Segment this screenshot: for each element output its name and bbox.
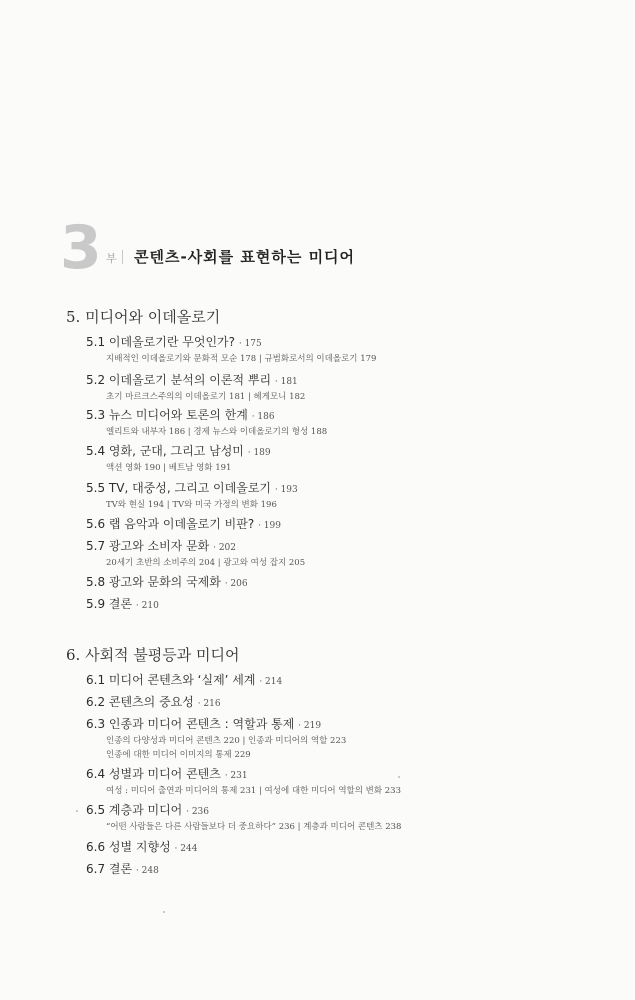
toc-entry — [86, 861, 606, 879]
toc-entry — [86, 480, 606, 512]
chapter-title: 6. 사회적 불평등과 미디어 — [66, 646, 240, 664]
toc-entry — [86, 574, 606, 592]
chapter-title: 5. 미디어와 이데올로기 — [66, 308, 221, 326]
page-number: · 231 — [224, 771, 248, 781]
section-title[interactable]: 5.9 결론 · 210 — [86, 597, 159, 611]
subsection-line: 초기 마르크스주의의 이데올로기 181 | 헤게모니 182 — [106, 392, 306, 402]
page-number: · 214 — [259, 677, 283, 687]
part-header — [60, 213, 620, 283]
section-title[interactable]: 6.4 성별과 미디어 콘텐츠 · 231 — [86, 767, 248, 781]
section-title[interactable]: 6.3 인종과 미디어 콘텐츠 : 역할과 통제 · 219 — [86, 717, 322, 731]
page-number: · 248 — [135, 866, 159, 876]
page-number: · 206 — [224, 579, 248, 589]
toc-entry — [86, 596, 606, 614]
subsection-line: 지배적인 이데올로기와 문화적 모순 178 | 규범화로서의 이데올로기 179 — [106, 354, 377, 364]
section-title[interactable]: 5.7 광고와 소비자 문화 · 202 — [86, 539, 236, 553]
page-number: · 199 — [258, 521, 281, 531]
subsection-line: 인종의 다양성과 미디어 콘텐츠 220 | 인종과 미디어의 역할 223 — [106, 736, 347, 746]
paper-speck — [163, 911, 165, 913]
paper-speck — [76, 810, 78, 812]
part-number: 3 — [60, 213, 102, 283]
subsection-line: 여성 : 미디어 출연과 미디어의 통제 231 | 여성에 대한 미디어 역할의 변화 233 — [106, 786, 401, 796]
section-title[interactable]: 5.5 TV, 대중성, 그리고 이데올로기 · 193 — [86, 481, 298, 495]
part-label: 부 — [106, 252, 117, 265]
section-title[interactable]: 5.3 뉴스 미디어와 토론의 한계 · 186 — [86, 408, 275, 422]
section-title[interactable]: 6.5 계층과 미디어 · 236 — [86, 803, 209, 817]
section-title[interactable]: 6.1 미디어 콘텐츠와 ‘실제’ 세계 · 214 — [86, 673, 283, 687]
page-number: · 186 — [251, 412, 275, 422]
toc-entry — [86, 694, 606, 712]
section-title[interactable]: 6.2 콘텐츠의 중요성 · 216 — [86, 695, 221, 709]
paper-speck — [398, 776, 400, 778]
toc-entry — [86, 766, 606, 798]
toc-entry — [86, 334, 606, 366]
page-number: · 189 — [247, 448, 271, 458]
subsection-line: 엘리트와 내부자 186 | 경제 뉴스와 이데올로기의 형성 188 — [106, 427, 328, 437]
subsection-line: “어떤 사람들은 다른 사람들보다 더 중요하다” 236 | 계층과 미디어 콘텐츠 238 — [106, 822, 402, 832]
subsection-line: 인종에 대한 미디어 이미지의 통제 229 — [106, 750, 251, 760]
toc-entry — [86, 516, 606, 534]
section-title[interactable]: 6.6 성별 지향성 · 244 — [86, 840, 198, 854]
page-number: · 202 — [213, 543, 236, 553]
toc-entry — [86, 672, 606, 690]
section-title[interactable]: 5.8 광고와 문화의 국제화 · 206 — [86, 575, 248, 589]
toc-entry — [86, 839, 606, 857]
toc-entry — [86, 538, 606, 570]
page-number: · 236 — [186, 807, 209, 817]
toc-entry — [86, 407, 606, 439]
section-title[interactable]: 5.4 영화, 군대, 그리고 남성미 · 189 — [86, 444, 271, 458]
page-number: · 244 — [174, 844, 198, 854]
page-number: · 181 — [274, 377, 298, 387]
page-number: · 210 — [135, 601, 159, 611]
page-number: · 193 — [274, 485, 298, 495]
toc-entry — [86, 372, 606, 404]
section-title[interactable]: 5.2 이데올로기 분석의 이론적 뿌리 · 181 — [86, 373, 298, 387]
section-title[interactable]: 5.6 랩 음악과 이데올로기 비판? · 199 — [86, 517, 281, 531]
subsection-line: TV와 현실 194 | TV와 미국 가정의 변화 196 — [106, 500, 277, 510]
toc-entry — [86, 716, 606, 762]
part-divider — [122, 250, 123, 264]
section-title[interactable]: 6.7 결론 · 248 — [86, 862, 159, 876]
page-number: · 219 — [298, 721, 322, 731]
subsection-line: 20세기 초반의 소비주의 204 | 광고와 여성 잡지 205 — [106, 558, 306, 568]
toc-entry — [86, 443, 606, 475]
part-title: 콘텐츠-사회를 표현하는 미디어 — [134, 248, 356, 266]
toc-entry — [86, 802, 606, 834]
page-number: · 175 — [238, 339, 262, 349]
page-number: · 216 — [197, 699, 221, 709]
subsection-line: 액션 영화 190 | 베트남 영화 191 — [106, 463, 232, 473]
section-title[interactable]: 5.1 이데올로기란 무엇인가? · 175 — [86, 335, 262, 349]
